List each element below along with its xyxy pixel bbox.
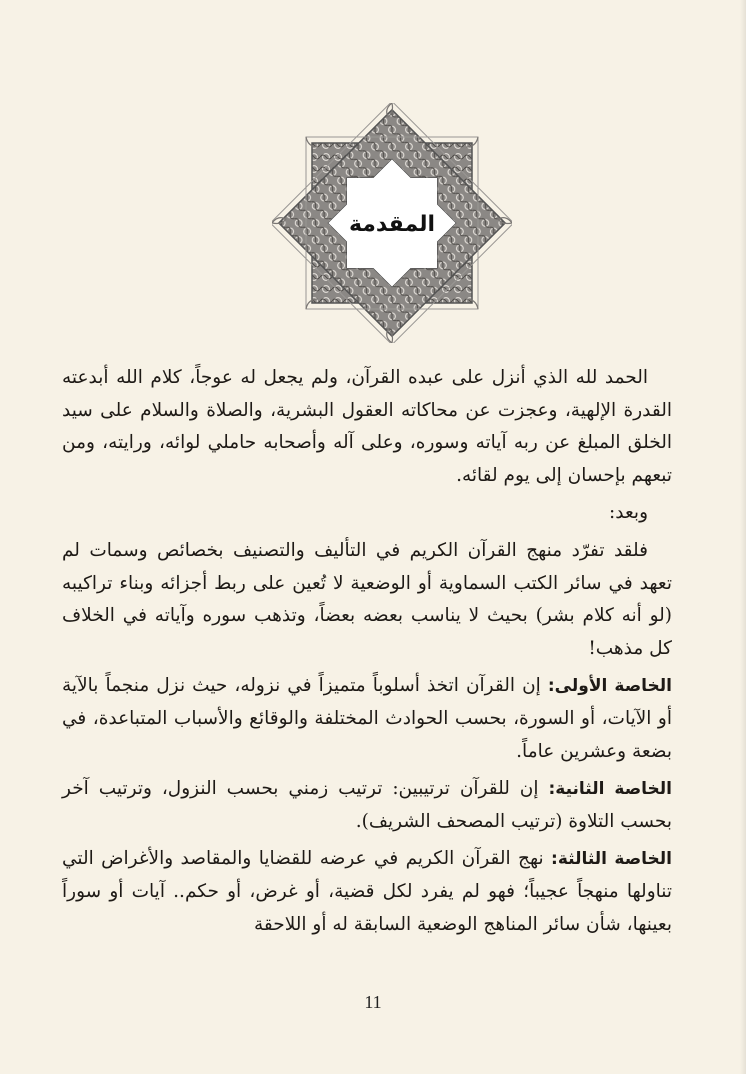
paragraph-intro (62, 362, 672, 492)
paragraph-text: إن للقرآن ترتيبين: ترتيب زمني بحسب النزول، وترتيب آخر بحسب التلاوة (ترتيب المصحف الشريف). (62, 778, 672, 832)
chapter-emblem (272, 103, 512, 343)
paragraph-main (62, 535, 672, 665)
paragraph-feature-2 (62, 773, 672, 838)
page-number: 11 (364, 992, 382, 1012)
body-text (62, 362, 672, 946)
chapter-title: المقدمة (348, 211, 436, 237)
paragraph-text: وبعد: (609, 502, 648, 524)
feature-heading: الخاصة الثالثة: (551, 849, 673, 870)
paragraph-wabaad (62, 497, 672, 530)
feature-heading: الخاصة الثانية: (548, 779, 672, 800)
paragraph-text: فلقد تفرّد منهج القرآن الكريم في التأليف والتصنيف بخصائص وسمات لم تعهد في سائر الكتب السماوية أو الوضعية لا تُعين على ربط أجزائه وبناء تراكيبه (لو أنه كلام بشر) بحيث لا يناسب بعضه بعضاً، وتذهب سوره وآياته في الخلاف كل مذهب! (62, 539, 672, 659)
paragraph-text: نهج القرآن الكريم في عرضه للقضايا والمقاصد والأغراض التي تناولها منهجاً عجيباً؛ فهو لم يفرد لكل قضية، أو غرض، أو حكم.. آيات أو سوراً بعينها، شأن سائر المناهج الوضعية السابقة له أو اللاحقة (62, 848, 672, 935)
paragraph-feature-1 (62, 670, 672, 768)
paragraph-text: إن القرآن اتخذ أسلوباً متميزاً في نزوله، حيث نزل منجماً بالآية أو الآيات، أو السورة، بحسب الحوادث المختلفة والوقائع والأسباب المتباعدة، في بضعة وعشرين عاماً. (62, 675, 672, 762)
paragraph-text: الحمد لله الذي أنزل على عبده القرآن، ولم يجعل له عوجاً، كلام الله أبدعته القدرة الإلهية، وعجزت عن محاكاته العقول البشرية، والصلاة والسلام على سيد الخلق المبلغ عن ربه آياته وسوره، وعلى آله وأصحابه حاملي لوائه، ورايته، ومن تبعهم بإحسان إلى يوم لقائه. (62, 367, 672, 486)
feature-heading: الخاصة الأولى: (547, 676, 672, 697)
page-edge-shadow (740, 0, 746, 1074)
paragraph-feature-3 (62, 843, 672, 941)
